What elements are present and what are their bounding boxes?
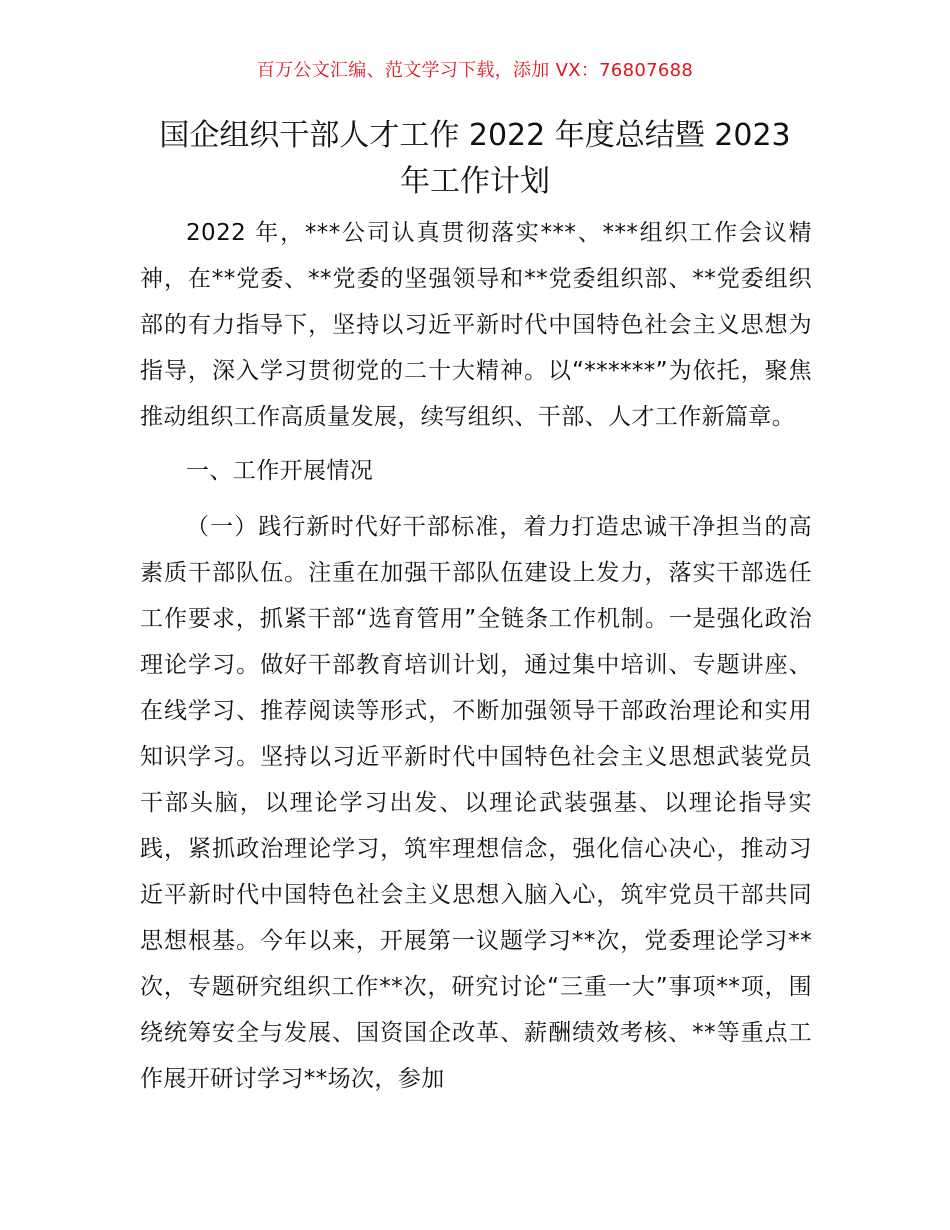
- section-paragraph: （一）践行新时代好干部标准，着力打造忠诚干净担当的高素质干部队伍。注重在加强干部队伍建设上发力，落实干部选任工作要求，抓紧干部“选育管用”全链条工作机制。一是强化政治理论学习。做好干部教育培训计划，通过集中培训、专题讲座、在线学习、推荐阅读等形式，不断加强领导干部政治理论和实用知识学习。坚持以习近平新时代中国特色社会主义思想武装党员干部头脑，以理论学习出发、以理论武装强基、以理论指导实践，紧抓政治理论学习，筑牢理想信念，强化信心决心，推动习近平新时代中国特色社会主义思想入脑入心，筑牢党员干部共同思想根基。今年以来，开展第一议题学习**次，党委理论学习**次，专题研究组织工作**次，研究讨论“三重一大”事项**项，围绕统筹安全与发展、国资国企改革、薪酬绩效考核、**等重点工作展开研讨学习**场次，参加: [140, 514, 812, 1092]
- document-body: [140, 210, 812, 1102]
- intro-paragraph: 2022 年，***公司认真贯彻落实***、***组织工作会议精神，在**党委、**党委的坚强领导和**党委组织部、**党委组织部的有力指导下，坚持以习近平新时代中国特色社会主义思想为指导，深入学习贯彻党的二十大精神。以“******”为依托，聚焦推动组织工作高质量发展，续写组织、干部、人才工作新篇章。: [140, 220, 812, 430]
- header-promo-note: 百万公文汇编、范文学习下载，添加 VX：76807688: [256, 60, 694, 81]
- document-title: 国企组织干部人才工作 2022 年度总结暨 2023 年工作计划: [159, 118, 791, 199]
- section-heading: 一、工作开展情况: [186, 458, 374, 484]
